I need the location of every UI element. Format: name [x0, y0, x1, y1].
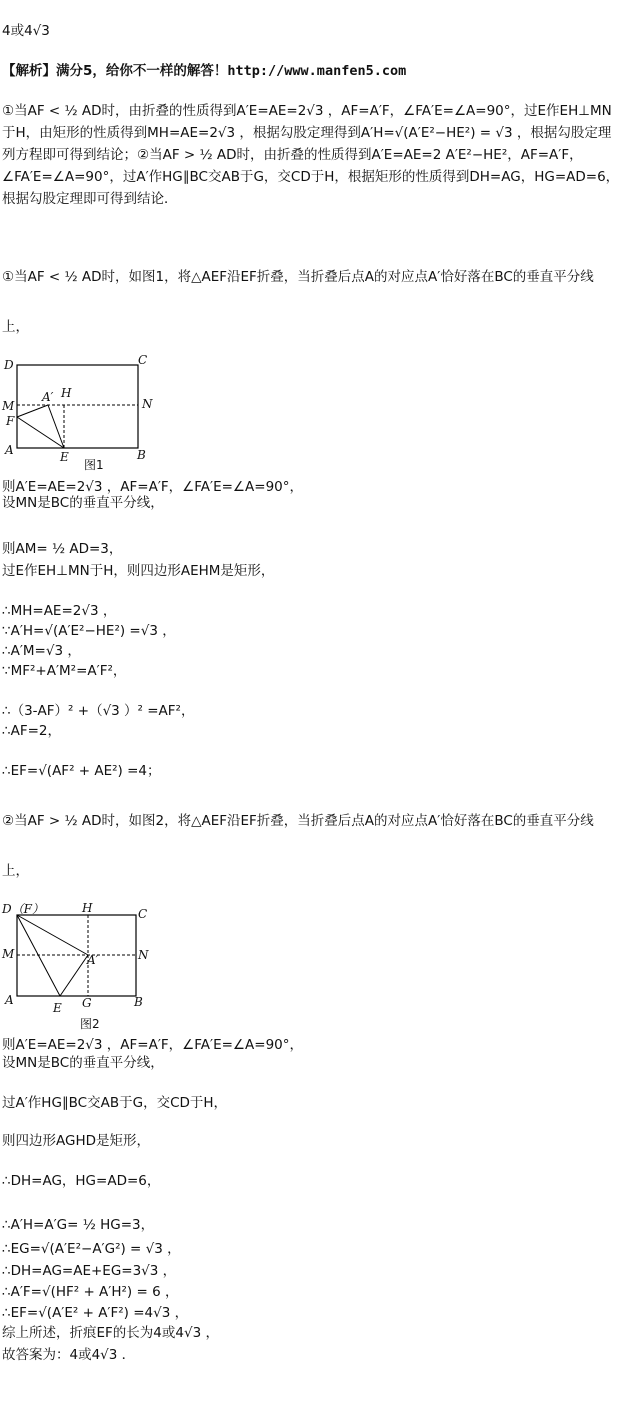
- fig1-label-C: C: [138, 353, 148, 367]
- case1-step-3: 则AM= ½ AD=3，: [2, 541, 123, 557]
- fig2-label-A-prime: A′: [87, 953, 99, 967]
- figure-1-caption: 图1: [84, 458, 104, 472]
- fig1-label-H: H: [61, 386, 72, 400]
- case2-step-9: ∴A′F=√(HF² + A′H²) = 6 ，: [2, 1284, 179, 1300]
- fig2-label-B: B: [134, 995, 143, 1009]
- case1-step-10: ∴AF=2，: [2, 723, 61, 739]
- fig2-label-H: H: [82, 901, 93, 915]
- case1-step-8: ∵MF²+A′M²=A′F²，: [2, 663, 127, 679]
- case2-step-6: ∴A′H=A′G= ½ HG=3，: [2, 1217, 155, 1233]
- fig1-label-N: N: [142, 397, 153, 411]
- header-text: 满分5，给你不一样的解答！: [56, 63, 228, 79]
- fig2-label-C: C: [138, 907, 148, 921]
- case2-step-10: ∴EF=√(A′E² + A′F²) =4√3 ，: [2, 1305, 189, 1321]
- fig1-label-D: D: [4, 358, 14, 372]
- case2-step-4: 则四边形AGHD是矩形，: [2, 1133, 151, 1149]
- case1-step-9: ∴（3-AF）² +（√3 ）² =AF²，: [2, 703, 195, 719]
- fig2-label-E: E: [53, 1001, 62, 1015]
- fig1-label-A-prime: A′: [42, 390, 54, 404]
- case2-intro: ②当AF > ½ AD时，如图2，将△AEF沿EF折叠，当折叠后点A的对应点A′恰好落在BC的垂直平分线: [2, 813, 594, 829]
- fig2-label-A: A: [5, 993, 14, 1007]
- case2-intro-cont: 上，: [2, 863, 29, 879]
- case1-intro: ①当AF < ½ AD时，如图1，将△AEF沿EF折叠，当折叠后点A的对应点A′恰好落在BC的垂直平分线: [2, 269, 594, 285]
- conclusion-line: 综上所述，折痕EF的长为4或4√3 ，: [2, 1325, 219, 1341]
- case1-step-11: ∴EF=√(AF² + AE²) =4；: [2, 763, 161, 779]
- analysis-paragraph: ①当AF < ½ AD时，由折叠的性质得到A′E=AE=2√3 ，AF=A′F，∠FA′E=∠A=90°，过E作EH⊥MN于H，由矩形的性质得到MH=AE=2√3 ，根据勾股定理得到A′H=√(A′E²−HE²) = √3 ，根据勾股定理列方程即可得到结论；②当AF > ½ AD时，由折叠的性质得到A′E=AE=2 A′E²−HE²，AF=A′F，∠FA′E=∠A=90°，过A′作HG∥BC交AB于G，交CD于H，根据矩形的性质得到DH=AG，HG=AD=6，根据勾股定理即可得到结论．: [2, 103, 620, 207]
- figure-2-caption: 图2: [80, 1017, 100, 1031]
- case2-step-5: ∴DH=AG，HG=AD=6，: [2, 1173, 161, 1189]
- fig1-label-E: E: [60, 450, 69, 464]
- case2-step-2: 设MN是BC的垂直平分线，: [2, 1055, 164, 1071]
- fig1-label-M: M: [2, 399, 15, 413]
- case1-step-1: 则A′E=AE=2√3 ，AF=A′F，∠FA′E=∠A=90°，: [2, 479, 304, 495]
- fig1-label-A: A: [5, 443, 14, 457]
- fig2-label-N: N: [138, 948, 149, 962]
- case1-step-5: ∴MH=AE=2√3 ，: [2, 603, 117, 619]
- case1-step-6: ∵A′H=√(A′E²−HE²) =√3 ，: [2, 623, 176, 639]
- case1-step-4: 过E作EH⊥MN于H，则四边形AEHM是矩形，: [2, 563, 275, 579]
- fig2-label-G: G: [82, 996, 92, 1010]
- final-answer-line: 故答案为：4或4√3 ．: [2, 1347, 136, 1363]
- case1-step-2: 设MN是BC的垂直平分线，: [2, 495, 164, 511]
- header-url: http://www.manfen5.com: [227, 63, 407, 79]
- fig2-label-D-F: D（F）: [2, 902, 44, 916]
- case2-step-7: ∴EG=√(A′E²−A′G²) = √3 ，: [2, 1241, 181, 1257]
- fig2-label-M: M: [2, 947, 15, 961]
- answer-top: 4或4√3: [2, 23, 50, 39]
- case2-step-3: 过A′作HG∥BC交AB于G，交CD于H，: [2, 1095, 228, 1111]
- case2-step-8: ∴DH=AG=AE+EG=3√3 ，: [2, 1263, 177, 1279]
- case1-intro-cont: 上，: [2, 319, 29, 335]
- analysis-header: [2, 62, 406, 80]
- figure-2: [0, 898, 200, 1038]
- analysis-bracket: 【解析】: [2, 63, 56, 79]
- case2-step-1: 则A′E=AE=2√3 ，AF=A′F，∠FA′E=∠A=90°，: [2, 1037, 304, 1053]
- figure-1: [0, 352, 200, 477]
- fig1-label-B: B: [137, 448, 146, 462]
- case1-step-7: ∴A′M=√3 ，: [2, 643, 81, 659]
- fig1-label-F: F: [6, 414, 15, 428]
